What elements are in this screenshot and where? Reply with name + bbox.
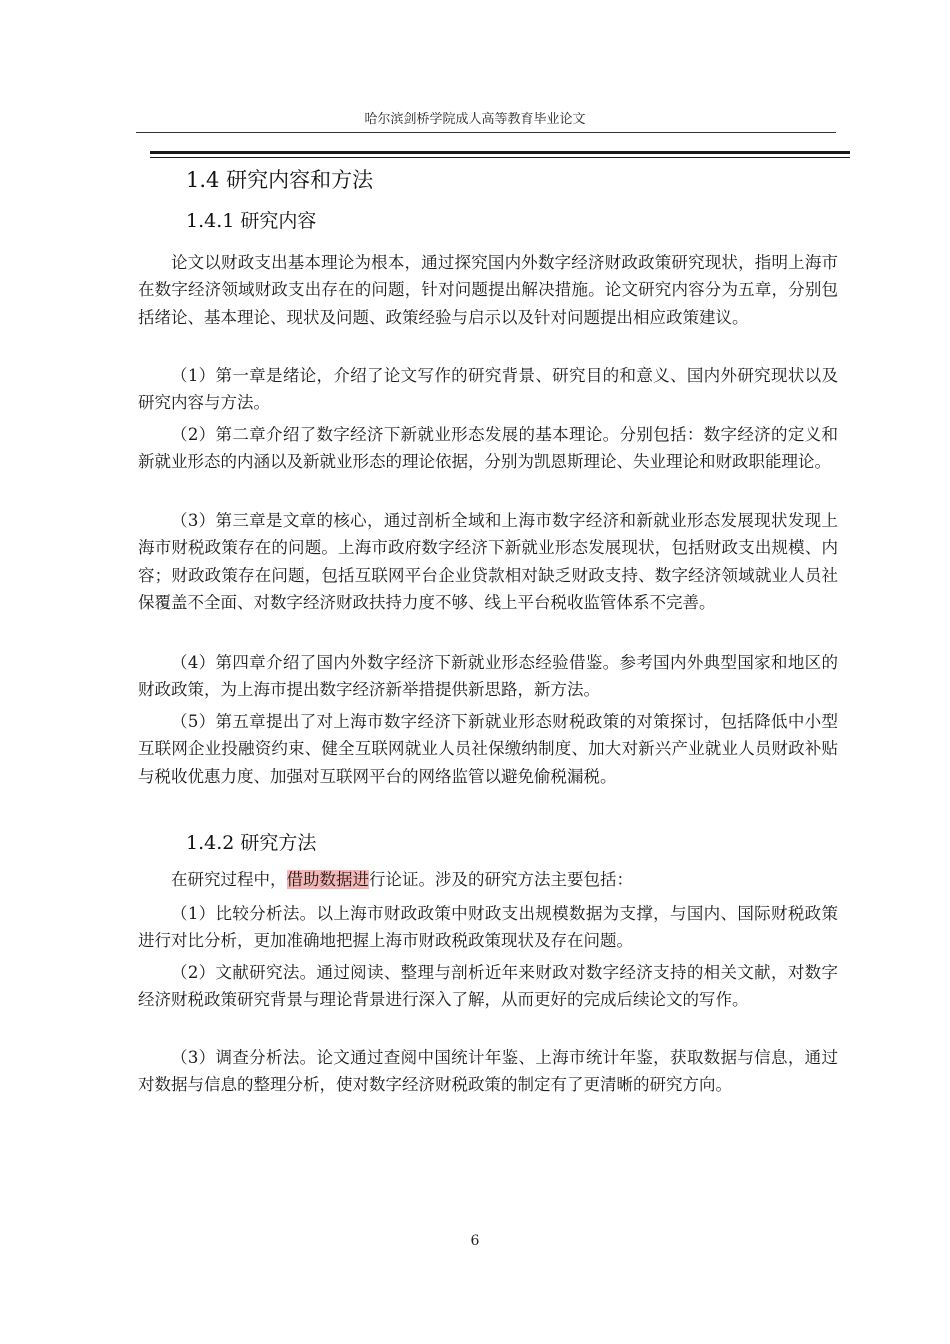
section-heading: 1.4 研究内容和方法 bbox=[186, 168, 374, 192]
subsection-heading-content: 1.4.1 研究内容 bbox=[186, 210, 317, 232]
paragraph-chapter-1: （1）第一章是绪论，介绍了论文写作的研究背景、研究目的和意义、国内外研究现状以及研究内容与方法。 bbox=[138, 366, 838, 413]
highlighted-text: 借助数据进 bbox=[286, 870, 369, 889]
paragraph-chapter-2: （2）第二章介绍了数字经济下新就业形态发展的基本理论。分别包括：数字经济的定义和新就业形态的内涵以及新就业形态的理论依据，分别为凯恩斯理论、失业理论和财政职能理论。 bbox=[138, 425, 838, 472]
subsection-heading-methods: 1.4.2 研究方法 bbox=[186, 832, 317, 854]
paragraph-chapter-4: （4）第四章介绍了国内外数字经济下新就业形态经验借鉴。参考国内外典型国家和地区的财政政策，为上海市提出数字经济新举措提供新思路，新方法。 bbox=[138, 653, 838, 700]
paragraph-chapter-5: （5）第五章提出了对上海市数字经济下新就业形态财税政策的对策探讨，包括降低中小型互联网企业投融资约束、健全互联网就业人员社保缴纳制度、加大对新兴产业就业人员财政补贴与税收优惠力度、加强对互联网平台的网络监管以避免偷税漏税。 bbox=[138, 712, 838, 786]
intro-text-after: 行论证。涉及的研究方法主要包括： bbox=[369, 870, 633, 889]
header-divider bbox=[136, 132, 836, 133]
page-header-title: 哈尔滨剑桥学院成人高等教育毕业论文 bbox=[364, 112, 586, 127]
paragraph-chapter-3: （3）第三章是文章的核心，通过剖析全域和上海市数字经济和新就业形态发展现状发现上海市财税政策存在的问题。上海市政府数字经济下新就业形态发展现状，包括财政支出规模、内容；财政政策存在问题，包括互联网平台企业贷款相对缺乏财政支持、数字经济领域就业人员社保覆盖不全面、对数字经济财政扶持力度不够、线上平台税收监管体系不完善。 bbox=[138, 511, 838, 612]
paragraph-overview: 论文以财政支出基本理论为根本，通过探究国内外数字经济财政政策研究现状，指明上海市在数字经济领域财政支出存在的问题，针对问题提出解决措施。论文研究内容分为五章，分别包括绪论、基本理论、现状及问题、政策经验与启示以及针对问题提出相应政策建议。 bbox=[138, 253, 838, 327]
page-number: 6 bbox=[470, 1233, 480, 1249]
paragraph-methods-intro bbox=[138, 866, 838, 893]
paragraph-method-1: （1）比较分析法。以上海市财政政策中财政支出规模数据为支撑，与国内、国际财税政策进行对比分析，更加准确地把握上海市财政税政策现状及存在问题。 bbox=[138, 904, 838, 951]
intro-text-before: 在研究过程中， bbox=[171, 870, 287, 889]
section-divider bbox=[150, 151, 850, 154]
paragraph-method-2: （2）文献研究法。通过阅读、整理与剖析近年来财政对数字经济支持的相关文献，对数字经济财税政策研究背景与理论背景进行深入了解，从而更好的完成后续论文的写作。 bbox=[138, 963, 838, 1010]
paragraph-method-3: （3）调查分析法。论文通过查阅中国统计年鉴、上海市统计年鉴，获取数据与信息，通过对数据与信息的整理分析，使对数字经济财税政策的制定有了更清晰的研究方向。 bbox=[138, 1048, 838, 1095]
